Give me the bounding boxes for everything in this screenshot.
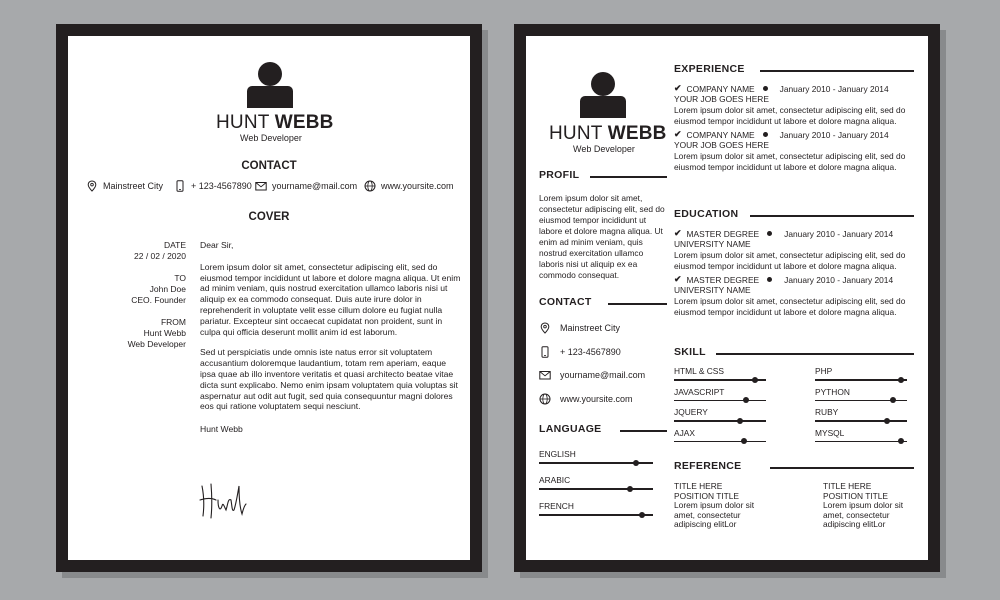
letter-paragraph-1: Lorem ipsum dolor sit amet, consectetur adipiscing elit, sed do eiusmod tempor incididunt ut labore et dolore magna aliqua. Ut enim ad minim veniam, quis nostrud exercitation ullamco laboris nisi ut aliquip ex ea commodo consequat. Duis aute irure dolor in reprehenderit in voluptate velit esse cillum dolore eu fugiat nulla pariatur. Excepteur sint occaecat cupidatat non proident, sunt in culpa qui officia deserunt mollit anim id est laborum. xyxy=(200,261,461,337)
date-label: DATE xyxy=(163,240,186,250)
language-label: FRENCH xyxy=(539,501,574,511)
education-divider xyxy=(750,215,914,217)
phone-icon xyxy=(174,180,186,192)
degree-name: MASTER DEGREE xyxy=(686,228,760,239)
contact-phone-text: + 123-4567890 xyxy=(191,181,252,191)
education-entry xyxy=(674,274,914,318)
skill-bar xyxy=(674,441,766,443)
letter-body xyxy=(200,240,462,435)
contact-site-text: www.yoursite.com xyxy=(381,181,454,191)
skill-label: HTML & CSS xyxy=(674,366,724,376)
degree-name: MASTER DEGREE xyxy=(686,274,760,285)
skill-level-marker xyxy=(737,418,743,424)
avatar-head-icon xyxy=(258,62,282,86)
avatar-body-icon xyxy=(247,86,293,108)
experience-list xyxy=(674,83,914,173)
experience-text: Lorem ipsum dolor sit amet, consectetur adipiscing elit, sed do eiusmod tempor incididunt ut labore et dolore magna aliqua. xyxy=(674,151,906,172)
skill-bar xyxy=(815,400,907,402)
from-name: Hunt Webb xyxy=(143,328,186,338)
skill-divider xyxy=(716,353,914,355)
language-bar xyxy=(539,514,653,516)
skill-label: PYTHON xyxy=(815,386,850,397)
language-label: ENGLISH xyxy=(539,449,576,459)
profil-heading: PROFIL xyxy=(539,169,580,181)
bullet-icon xyxy=(763,132,768,137)
to-name: John Doe xyxy=(149,284,186,294)
letter-paragraph-2: Sed ut perspiciatis unde omnis iste natus error sit voluptatem accusantium doloremque laudantium, totam rem aperiam, eaque ipsa quae ab illo inventore veritatis et quasi architecto beatae vitae dicta sunt explicabo. Nemo enim ipsam voluptatem quia voluptas sit aspernatur aut odit aut fugit, sed quia consequuntur magni dolores eos qui ratione voluptatem sequi nesciunt. xyxy=(200,347,458,412)
reference-position: POSITION TITLE xyxy=(823,490,888,501)
resume-role: Web Developer xyxy=(573,144,635,154)
skill-label: MYSQL xyxy=(815,427,845,438)
resume-contact-site xyxy=(539,393,633,405)
experience-entry xyxy=(674,129,914,173)
experience-divider xyxy=(760,70,914,72)
reference-position: POSITION TITLE xyxy=(674,490,739,501)
university-name: UNIVERSITY NAME xyxy=(674,239,751,249)
check-icon: ✔ xyxy=(674,83,682,93)
cover-heading: COVER xyxy=(248,211,290,223)
skill-bar xyxy=(815,379,907,381)
resume-contact-email xyxy=(539,369,645,381)
language-label: ARABIC xyxy=(539,475,571,485)
profil-divider xyxy=(590,176,667,178)
contact-phone xyxy=(174,180,252,192)
resume-avatar-head-icon xyxy=(591,72,615,96)
university-name: UNIVERSITY NAME xyxy=(674,285,751,295)
education-dates: January 2010 - January 2014 xyxy=(784,274,894,285)
cover-meta xyxy=(98,240,186,350)
cover-name: HUNT WEBB xyxy=(216,112,334,133)
reference-entry xyxy=(674,482,774,530)
experience-text: Lorem ipsum dolor sit amet, consectetur adipiscing elit, sed do eiusmod tempor incididunt ut labore et dolore magna aliqua. xyxy=(674,105,906,126)
reference-title: TITLE HERE xyxy=(823,481,872,491)
language-level-marker xyxy=(639,512,645,518)
job-title: YOUR JOB GOES HERE xyxy=(674,140,769,150)
company-name: COMPANY NAME xyxy=(686,129,755,140)
skill-level-marker xyxy=(743,397,749,403)
skill-level-marker xyxy=(898,438,904,444)
skill-bar xyxy=(815,420,907,422)
skill-bar xyxy=(815,441,907,443)
resume-contact-site-text: www.yoursite.com xyxy=(560,394,633,404)
contact-city xyxy=(86,180,163,192)
check-icon: ✔ xyxy=(674,129,682,139)
skill-level-marker xyxy=(752,377,758,383)
resume-contact-email-text: yourname@mail.com xyxy=(560,370,646,380)
skill-heading: SKILL xyxy=(674,346,706,358)
location-pin-icon xyxy=(86,180,98,192)
skill-bar xyxy=(674,379,766,381)
contact-site xyxy=(364,180,454,192)
language-bar xyxy=(539,488,653,490)
education-list xyxy=(674,228,914,318)
company-name: COMPANY NAME xyxy=(686,83,755,94)
mail-icon xyxy=(255,180,267,192)
education-dates: January 2010 - January 2014 xyxy=(784,228,894,239)
bullet-icon xyxy=(767,277,772,282)
education-text: Lorem ipsum dolor sit amet, consectetur adipiscing elit, sed do eiusmod tempor incididunt ut labore et dolore magna aliqua. xyxy=(674,296,906,317)
language-bar xyxy=(539,462,653,464)
skill-level-marker xyxy=(890,397,896,403)
location-pin-icon xyxy=(539,322,551,334)
resume-contact-phone xyxy=(539,346,621,358)
resume-contact-phone-text: + 123-4567890 xyxy=(560,347,621,357)
experience-heading: EXPERIENCE xyxy=(674,63,745,75)
resume-name: HUNT WEBB xyxy=(549,123,667,144)
from-title: Web Developer xyxy=(127,339,186,349)
experience-dates: January 2010 - January 2014 xyxy=(779,129,889,140)
skill-bar xyxy=(674,400,766,402)
language-level-marker xyxy=(627,486,633,492)
mail-icon xyxy=(539,369,551,381)
to-title: CEO. Founder xyxy=(131,295,186,305)
education-entry xyxy=(674,228,914,272)
to-label: TO xyxy=(174,273,186,283)
contact-divider xyxy=(608,303,667,305)
skill-level-marker xyxy=(884,418,890,424)
reference-heading: REFERENCE xyxy=(674,460,742,472)
experience-entry xyxy=(674,83,914,127)
profil-text: Lorem ipsum dolor sit amet, consectetur adipiscing elit, sed do eiusmod tempor incididunt ut labore et dolore magna aliqua. Ut enim ad minim veniam, quis nostrud exercitation ullamco laboris nisi ut aliquip ex ea commodo consequat. xyxy=(539,193,665,280)
bullet-icon xyxy=(767,231,772,236)
contact-city-text: Mainstreet City xyxy=(103,181,164,191)
experience-dates: January 2010 - January 2014 xyxy=(779,83,889,94)
signoff-name: Hunt Webb xyxy=(200,424,243,435)
contact-email-text: yourname@mail.com xyxy=(272,181,358,191)
skill-label: PHP xyxy=(815,366,833,376)
globe-icon xyxy=(364,180,376,192)
skill-label: JAVASCRIPT xyxy=(674,386,725,397)
job-title: YOUR JOB GOES HERE xyxy=(674,94,769,104)
contact-heading: CONTACT xyxy=(241,160,297,172)
skill-label: RUBY xyxy=(815,407,839,417)
bullet-icon xyxy=(763,86,768,91)
reference-title: TITLE HERE xyxy=(674,481,723,491)
language-heading: LANGUAGE xyxy=(539,423,602,435)
resume-page xyxy=(514,24,940,572)
phone-icon xyxy=(539,346,551,358)
check-icon: ✔ xyxy=(674,274,682,284)
skill-level-marker xyxy=(898,377,904,383)
contact-email xyxy=(255,180,357,192)
check-icon: ✔ xyxy=(674,228,682,238)
signature-icon xyxy=(198,476,258,522)
reference-entry xyxy=(823,482,915,530)
from-label: FROM xyxy=(160,317,186,327)
reference-divider xyxy=(770,467,914,469)
greeting: Dear Sir, xyxy=(200,240,234,250)
language-level-marker xyxy=(633,460,639,466)
cover-role: Web Developer xyxy=(240,133,302,143)
resume-contact-city xyxy=(539,322,620,334)
education-text: Lorem ipsum dolor sit amet, consectetur adipiscing elit, sed do eiusmod tempor incididunt ut labore et dolore magna aliqua. xyxy=(674,250,906,271)
skill-level-marker xyxy=(741,438,747,444)
globe-icon xyxy=(539,393,551,405)
reference-text: Lorem ipsum dolor sit amet, consectetur adipiscing elitLor xyxy=(674,500,755,529)
skill-label: AJAX xyxy=(674,427,695,438)
resume-contact-heading: CONTACT xyxy=(539,296,592,308)
resume-avatar-body-icon xyxy=(580,96,626,118)
cover-letter-page xyxy=(56,24,482,572)
reference-text: Lorem ipsum dolor sit amet, consectetur adipiscing elitLor xyxy=(823,500,904,529)
skill-bar xyxy=(674,420,766,422)
education-heading: EDUCATION xyxy=(674,208,739,220)
resume-contact-city-text: Mainstreet City xyxy=(560,323,621,333)
language-divider xyxy=(620,430,667,432)
skill-label: JQUERY xyxy=(674,407,708,417)
date-value: 22 / 02 / 2020 xyxy=(134,251,186,261)
